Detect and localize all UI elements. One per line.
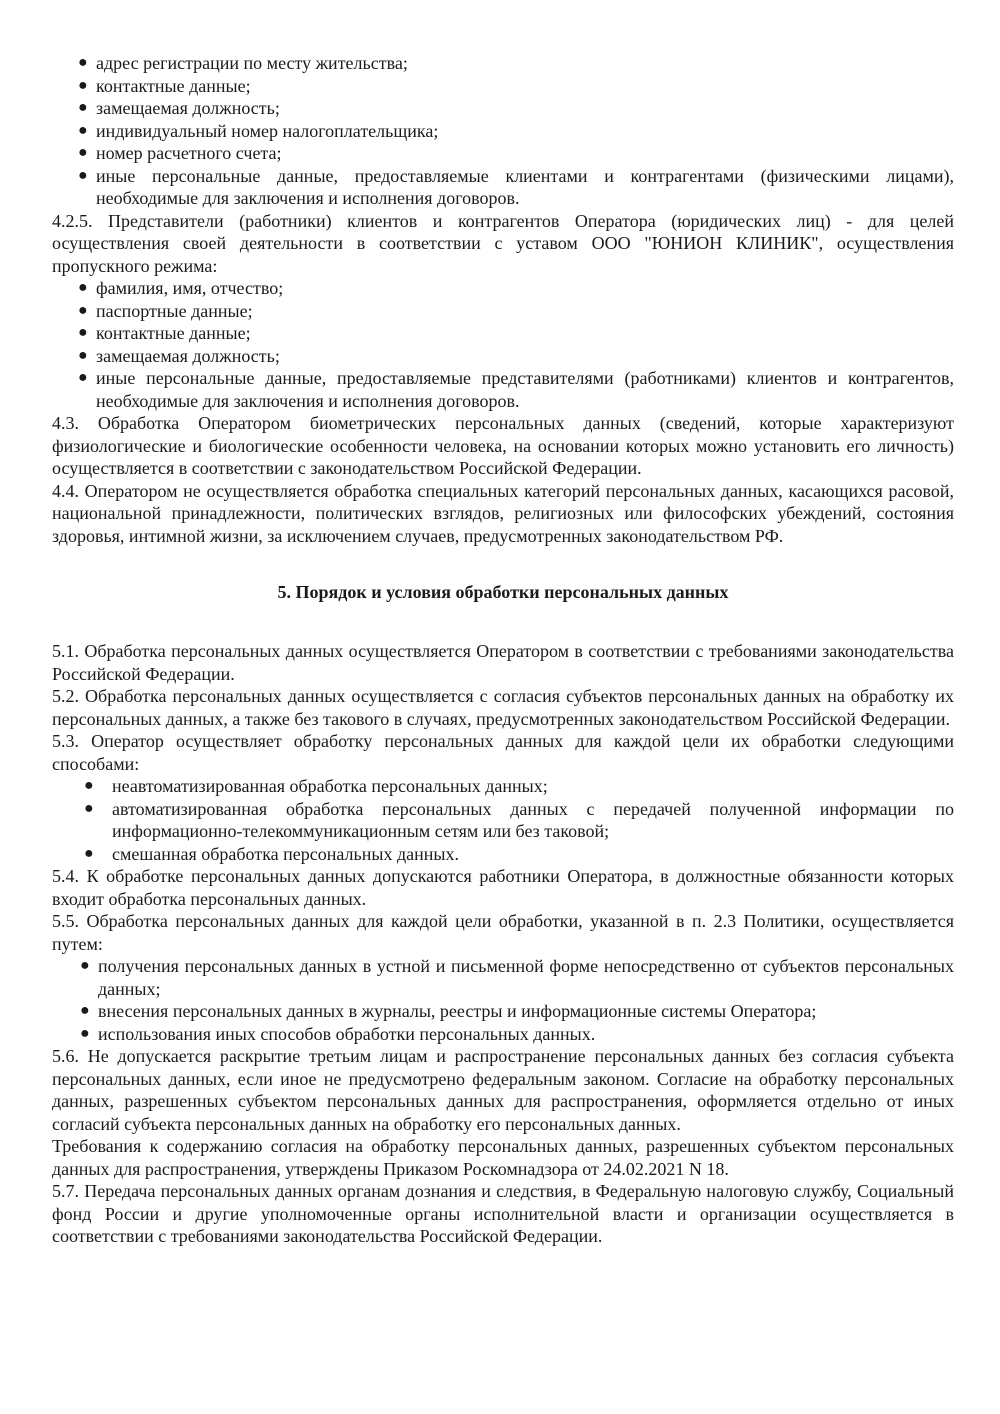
bullet-icon: ● <box>84 844 94 862</box>
bullet-icon: ● <box>78 76 88 94</box>
bullet-list-processing-methods <box>52 775 954 865</box>
bullet-list-representative-data <box>52 277 954 412</box>
bullet-icon: ● <box>78 121 88 139</box>
bullet-list-client-data <box>52 52 954 210</box>
bullet-icon: ● <box>78 301 88 319</box>
list-item: ● замещаемая должность; <box>78 345 280 366</box>
paragraph-4-3: 4.3. Обработка Оператором биометрических персональных данных (сведений, которые характеризуют физиологические и биологические особенности человека, на основании которых можно установить его личность) осуществляется в соответствии с законодательством Российской Федерации. <box>52 413 954 478</box>
list-item: ● контактные данные; <box>78 323 251 343</box>
list-item: ● неавтоматизированная обработка персональных данных; <box>84 776 548 796</box>
bullet-icon: ● <box>78 99 88 116</box>
list-item: ● индивидуальный номер налогоплательщика; <box>78 120 439 141</box>
paragraph-5-6: 5.6. Не допускается раскрытие третьим лицам и распространение персональных данных без согласия субъекта персональных данных, если иное не предусмотрено федеральным законом. Согласие на обработку персональных данных, разрешенных субъектом персональных данных для распространения, оформляется отдельно от иных согласий субъекта персональных данных на обработку его персональных данных. <box>52 1046 954 1134</box>
list-item: ● контактные данные; <box>78 75 251 96</box>
list-item: ● иные персональные данные, предоставляемые клиентами и контрагентами (физическими лицами), необходимые для заключения и исполнения договоров. <box>78 165 954 208</box>
bullet-icon: ● <box>78 346 88 364</box>
bullet-icon: ● <box>78 54 88 71</box>
bullet-icon: ● <box>80 1002 90 1019</box>
bullet-icon: ● <box>78 369 88 386</box>
bullet-icon: ● <box>78 144 88 161</box>
list-item: ● автоматизированная обработка персональных данных с передачей полученной информации по информационно-телекоммуникационным сетям или без таковой; <box>84 798 954 841</box>
list-item: ● паспортные данные; <box>78 300 253 321</box>
bullet-icon: ● <box>78 279 88 296</box>
list-item: ● получения персональных данных в устной и письменной форме непосредственно от субъектов персональных данных; <box>80 956 954 999</box>
paragraph-5-4: 5.4. К обработке персональных данных допускаются работники Оператора, в должностные обязанности которых входит обработка персональных данных. <box>52 866 954 909</box>
bullet-icon: ● <box>84 777 94 794</box>
paragraph-5-5: 5.5. Обработка персональных данных для каждой цели обработки, указанной в п. 2.3 Политики, осуществляется путем: <box>52 911 954 954</box>
list-item: ● внесения персональных данных в журналы, реестры и информационные системы Оператора; <box>80 1001 817 1021</box>
bullet-icon: ● <box>78 166 88 184</box>
list-item: ● использования иных способов обработки персональных данных. <box>80 1023 596 1044</box>
paragraph-4-4: 4.4. Оператором не осуществляется обработка специальных категорий персональных данных, касающихся расовой, национальной принадлежности, политических взглядов, религиозных или философских убеждений, состояния здоровья, интимной жизни, за исключением случаев, предусмотренных законодательством РФ. <box>52 480 954 546</box>
bullet-icon: ● <box>84 799 94 817</box>
list-item: ● иные персональные данные, предоставляемые представителями (работниками) клиентов и контрагентов, необходимые для заключения и исполнения договоров. <box>78 368 954 411</box>
bullet-list-processing-ways <box>52 955 954 1045</box>
list-item: ● замещаемая должность; <box>78 98 280 118</box>
section-5-title: 5. Порядок и условия обработки персональных данных <box>277 582 729 602</box>
list-item: ● смешанная обработка персональных данных. <box>84 843 459 864</box>
list-item: ● адрес регистрации по месту жительства; <box>78 53 408 73</box>
paragraph-5-3: 5.3. Оператор осуществляет обработку персональных данных для каждой цели их обработки следующими способами: <box>52 731 954 774</box>
paragraph-5-1: 5.1. Обработка персональных данных осуществляется Оператором в соответствии с требованиями законодательства Российской Федерации. <box>52 641 954 684</box>
list-item: ● номер расчетного счета; <box>78 143 282 163</box>
bullet-icon: ● <box>78 324 88 341</box>
paragraph-5-6-requirements: Требования к содержанию согласия на обработку персональных данных, разрешенных субъектом персональных данных для распространения, утверждены Приказом Роскомнадзора от 24.02.2021 N 18. <box>52 1136 954 1179</box>
paragraph-5-7: 5.7. Передача персональных данных органам дознания и следствия, в Федеральную налоговую службу, Социальный фонд России и другие уполномоченные органы исполнительной власти и организации осуществляется в соответствии с требованиями законодательства Российской Федерации. <box>52 1181 954 1246</box>
paragraph-5-2: 5.2. Обработка персональных данных осуществляется с согласия субъектов персональных данных на обработку их персональных данных, а также без такового в случаях, предусмотренных законодательством Российской Федерации. <box>52 686 954 729</box>
bullet-icon: ● <box>80 1024 90 1042</box>
list-item: ● фамилия, имя, отчество; <box>78 278 284 298</box>
bullet-icon: ● <box>80 957 90 974</box>
paragraph-4-2-5: 4.2.5. Представители (работники) клиентов и контрагентов Оператора (юридических лиц) - для целей осуществления своей деятельности в соответствии с уставом ООО "ЮНИОН КЛИНИК", осуществления пропускного режима: <box>52 210 954 276</box>
